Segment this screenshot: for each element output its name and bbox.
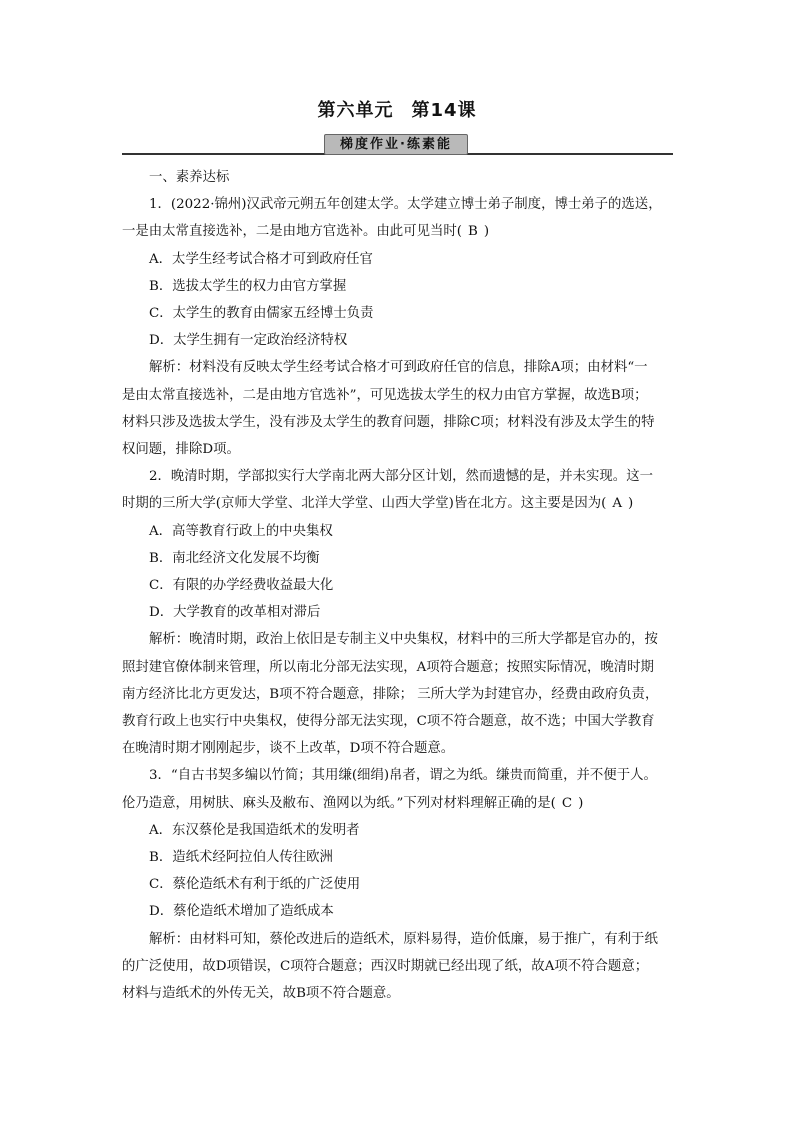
- answer-letter: A: [612, 496, 623, 512]
- option-a: A．太学生经考试合格才可到政府任官: [149, 251, 373, 267]
- option-d: D．大学教育的改革相对滞后: [149, 605, 321, 621]
- analysis-line: 解析：材料没有反映太学生经考试合格才可到政府任官的信息，排除A项；由材料“一: [149, 360, 648, 376]
- analysis-line: 在晚清时期才刚刚起步，谈不上改革，D项不符合题意。: [122, 741, 455, 757]
- analysis-line: 材料与造纸术的外传无关，故B项不符合题意。: [122, 986, 400, 1002]
- banner-label: 梯度作业·练素能: [324, 134, 468, 155]
- option-b: B．南北经济文化发展不均衡: [149, 550, 320, 566]
- content-body: [122, 164, 682, 1007]
- analysis-line: 是由太常直接选补，二是由地方官选补”，可见选拔太学生的权力由官方掌握，故选B项；: [122, 387, 648, 403]
- option-c: C．有限的办学经费收益最大化: [149, 578, 334, 594]
- lesson-title: 第14课: [411, 100, 477, 121]
- analysis-line: 南方经济比北方更发达，B项不符合题意，排除； 三所大学为封建官办，经费由政府负责，: [122, 686, 659, 702]
- question-1: [122, 191, 682, 463]
- question-stem-line: 一是由太常直接选补，二是由地方官选补。由此可见当时( B ): [122, 218, 682, 245]
- option-d: D．蔡伦造纸术增加了造纸成本: [149, 904, 334, 920]
- question-stem-line: 2．晚清时期，学部拟实行大学南北两大部分区计划，然而遗憾的是，并未实现。这一: [149, 469, 653, 485]
- analysis-line: 解析：晚清时期，政治上依旧是专制主义中央集权，材料中的三所大学都是官办的，按: [149, 632, 658, 648]
- option-b: B．造纸术经阿拉伯人传往欧洲: [149, 850, 333, 866]
- question-stem-line: 伦乃造意，用树肤、麻头及敝布、渔网以为纸。”下列对材料理解正确的是( C ): [122, 790, 682, 817]
- option-a: A．高等教育行政上的中央集权: [149, 523, 333, 539]
- question-stem-line: 3．“自古书契多编以竹简；其用缣(细绢)帛者，谓之为纸。缣贵而简重，并不便于人。: [149, 768, 657, 784]
- section-banner: [122, 133, 673, 157]
- option-c: C．太学生的教育由儒家五经博士负责: [149, 306, 374, 322]
- option-a: A．东汉蔡伦是我国造纸术的发明者: [149, 822, 360, 838]
- answer-letter: C: [561, 795, 573, 811]
- option-d: D．太学生拥有一定政治经济特权: [149, 333, 348, 349]
- unit-title: 第六单元: [317, 100, 394, 121]
- question-2: [122, 463, 682, 762]
- analysis-line: 教育行政上也实行中央集权，使得分部无法实现，C项不符合题意，故不选；中国大学教育: [122, 714, 655, 730]
- analysis-line: 材料只涉及选拔太学生，没有涉及太学生的教育问题，排除C项；材料没有涉及太学生的特: [122, 414, 655, 430]
- answer-letter: B: [468, 224, 478, 240]
- option-c: C．蔡伦造纸术有利于纸的广泛使用: [149, 877, 361, 893]
- analysis-line: 权问题，排除D项。: [122, 442, 240, 458]
- analysis-line: 照封建官僚体制来管理，所以南北分部无法实现，A项符合题意；按照实际情况，晚清时期: [122, 659, 654, 675]
- question-3: [122, 762, 682, 1007]
- question-stem-line: 1．(2022·锦州)汉武帝元朔五年创建太学。太学建立博士弟子制度，博士弟子的选送，: [149, 197, 662, 213]
- analysis-line: 的广泛使用，故D项错误，C项符合题意；西汉时期就已经出现了纸，故A项不符合题意；: [122, 958, 649, 974]
- analysis-line: 解析：由材料可知，蔡伦改进后的造纸术，原料易得，造价低廉，易于推广，有利于纸: [149, 931, 658, 947]
- option-b: B．选拔太学生的权力由官方掌握: [149, 278, 347, 294]
- section-heading: 一、素养达标: [149, 170, 230, 185]
- page-title: [0, 96, 794, 122]
- question-stem-line: 时期的三所大学(京师大学堂、北洋大学堂、山西大学堂)皆在北方。这主要是因为( A ): [122, 490, 682, 517]
